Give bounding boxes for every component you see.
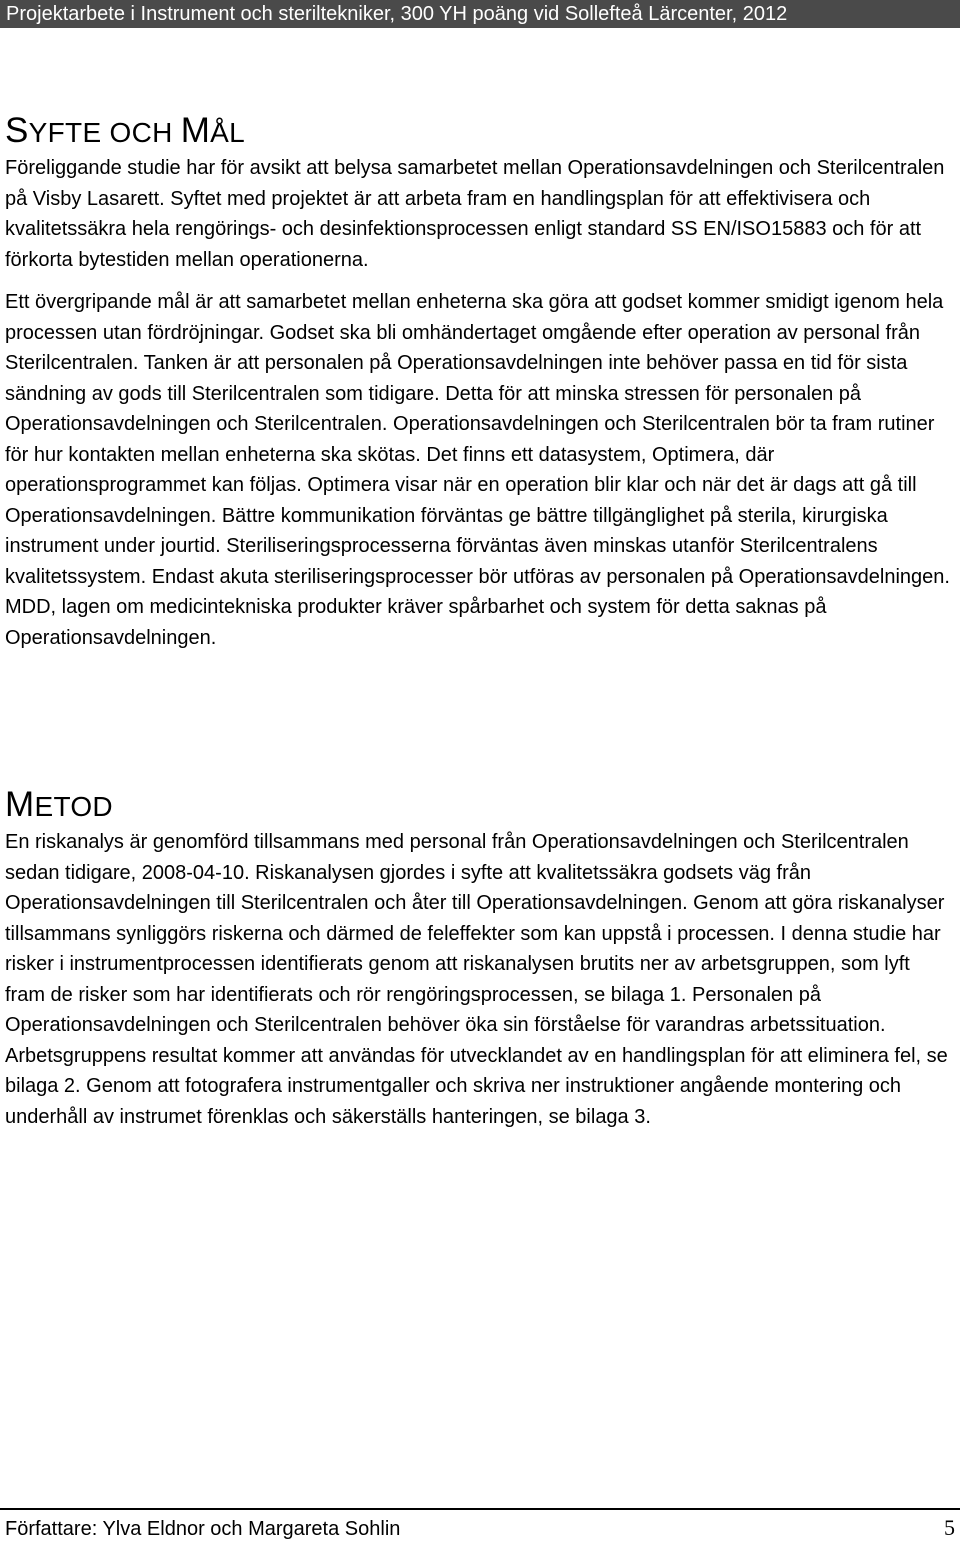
heading-initial: M: [180, 111, 211, 150]
heading-initial: M: [5, 785, 35, 824]
section-metod: [5, 787, 955, 1132]
section-heading-syfte-och-mal: [5, 113, 955, 153]
section-syfte-och-mal: [5, 113, 955, 653]
page-footer: [0, 1508, 960, 1539]
heading-rest: ÅL: [210, 117, 246, 148]
heading-rest: YFTE OCH: [28, 117, 181, 148]
header-title: Projektarbete i Instrument och steriltekniker, 300 YH poäng vid Sollefteå Lärcenter, 2012: [6, 3, 788, 25]
section-heading-metod: [5, 787, 955, 827]
page-header: [0, 0, 960, 28]
heading-initial: S: [5, 111, 29, 150]
page-number: 5: [944, 1515, 955, 1540]
body-paragraph: Ett övergripande mål är att samarbetet mellan enheterna ska göra att godset kommer smidigt igenom hela processen utan fördröjningar. Godset ska bli omhändertaget omgående efter operation av personal från Sterilcentralen. Tanken är att personalen på Operationsavdelningen inte behöver passa en tid för sista sändning av gods till Sterilcentralen som tidigare. Detta för att minska stressen för personalen på Operationsavdelningen och Sterilcentralen. Operationsavdelningen och Sterilcentralen bör ta fram rutiner för hur kontakten mellan enheterna ska skötas. Det finns ett datasystem, Optimera, där operationsprogrammet kan följas. Optimera visar när en operation blir klar och när det är dags att gå till Operationsavdelningen. Bättre kommunikation förväntas ge bättre tillgänglighet på sterila, kirurgiska instrument under jourtid. Steriliseringsprocesserna förväntas även minskas utanför Sterilcentralens kvalitetssystem. Endast akuta steriliseringsprocesser bör utföras av personalen på Operationsavdelningen. MDD, lagen om medicintekniska produkter kräver spårbarhet och system för detta saknas på Operationsavdelningen.: [5, 291, 950, 649]
heading-rest: ETOD: [34, 791, 113, 822]
body-paragraph: Föreliggande studie har för avsikt att belysa samarbetet mellan Operationsavdelningen och Sterilcentralen på Visby Lasarett. Syftet med projektet är att arbeta fram en handlingsplan för att effektivisera och kvalitetssäkra hela rengörings- och desinfektionsprocessen enligt standard SS EN/ISO15883 och för att förkorta bytestiden mellan operationerna.: [5, 157, 945, 271]
body-paragraph: En riskanalys är genomförd tillsammans med personal från Operationsavdelningen och Sterilcentralen sedan tidigare, 2008-04-10. Riskanalysen gjordes i syfte att kvalitetssäkra godsets väg från Operationsavdelningen till Sterilcentralen och åter till Operationsavdelningen. Genom att göra riskanalyser tillsammans synliggörs riskerna och därmed de feleffekter som kan uppstå i processen. I denna studie har risker i instrumentprocessen identifierats genom att riskanalysen brutits ner av arbetsgruppen, som lyft fram de risker som har identifierats och rör rengöringsprocessen, se bilaga 1. Personalen på Operationsavdelningen och Sterilcentralen behöver öka sin förståelse för varandras arbetssituation. Arbetsgruppens resultat kommer att användas för utvecklandet av en handlingsplan för att eliminera fel, se bilaga 2. Genom att fotografera instrumentgaller och skriva ner instruktioner angående montering och underhåll av instrumet förenklas och säkerställs hanteringen, se bilaga 3.: [5, 831, 948, 1128]
footer-authors: Författare: Ylva Eldnor och Margareta Sohlin: [5, 1518, 401, 1540]
